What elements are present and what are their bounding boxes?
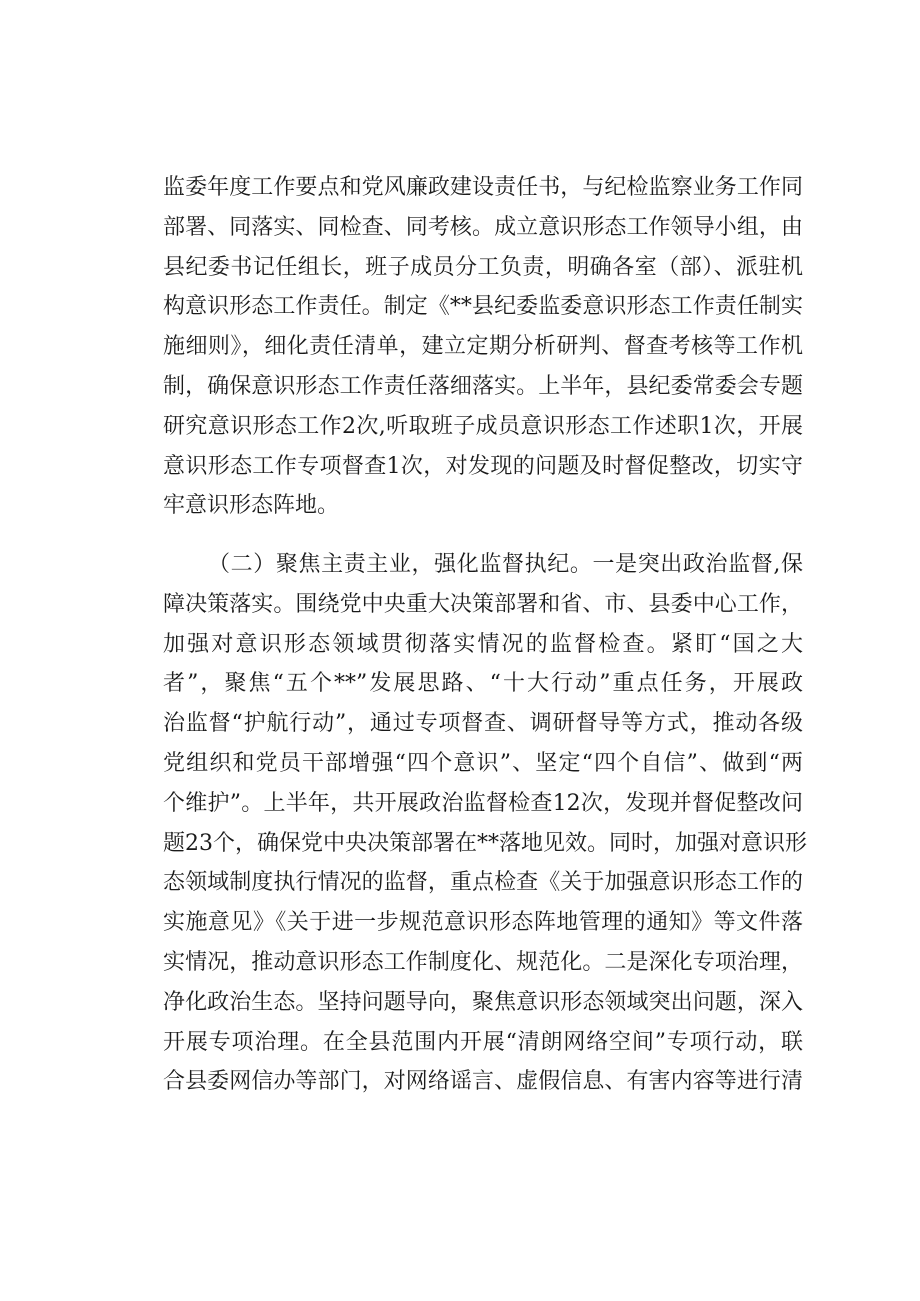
text-line: 治监督“护航行动”，通过专项督查、调研督导等方式，推动各级 — [163, 711, 803, 737]
text-line: 党组织和党员干部增强“四个意识”、坚定“四个自信”、做到“两 — [163, 750, 803, 776]
text-line: 施细则》，细化责任清单，建立定期分析研判、督查考核等工作机 — [163, 334, 803, 360]
text-line: 障决策落实。围绕党中央重大决策部署和省、市、县委中心工作， — [163, 591, 803, 617]
text-line: 态领域制度执行情况的监督，重点检查《关于加强意识形态工作的 — [163, 870, 803, 896]
text-line: 意识形态工作专项督查1次，对发现的问题及时督促整改，切实守 — [163, 453, 803, 479]
text-line: 个维护”。上半年，共开展政治监督检查12次，发现并督促整改问 — [163, 790, 803, 816]
text-line: 实情况，推动意识形态工作制度化、规范化。二是深化专项治理， — [163, 949, 803, 975]
paragraph-responsibility — [163, 168, 803, 526]
text-line: 题23个，确保党中央决策部署在**落地见效。同时，加强对意识形 — [163, 830, 807, 856]
text-line: 净化政治生态。坚持问题导向，聚焦意识形态领域突出问题，深入 — [163, 989, 803, 1015]
text-line: 研究意识形态工作2次,听取班子成员意识形态工作述职1次，开展 — [163, 413, 803, 439]
section-heading-line: （二）聚焦主责主业，强化监督执纪。一是突出政治监督,保 — [208, 552, 803, 577]
text-line: 开展专项治理。在全县范围内开展“清朗网络空间”专项行动，联 — [163, 1029, 803, 1055]
text-line: 实施意见》《关于进一步规范意识形态阵地管理的通知》等文件落 — [163, 910, 803, 936]
text-line: 合县委网信办等部门，对网络谣言、虚假信息、有害内容等进行清 — [163, 1069, 803, 1095]
text-line: 者”，聚焦“五个**”发展思路、“十大行动”重点任务，开展政 — [163, 671, 803, 697]
text-line: 构意识形态工作责任。制定《**县纪委监委意识形态工作责任制实 — [163, 294, 803, 320]
text-line: 部署、同落实、同检查、同考核。成立意识形态工作领导小组，由 — [163, 214, 803, 240]
text-line: 县纪委书记任组长，班子成员分工负责，明确各室（部）、派驻机 — [163, 254, 803, 280]
text-line: 加强对意识形态领域贯彻落实情况的监督检查。紧盯“国之大 — [163, 631, 803, 657]
paragraph-supervision — [163, 545, 807, 1102]
text-line: 牢意识形态阵地。 — [163, 493, 340, 519]
text-line: 制，确保意识形态工作责任落细落实。上半年，县纪委常委会专题 — [163, 373, 803, 399]
text-line: 监委年度工作要点和党风廉政建设责任书，与纪检监察业务工作同 — [163, 175, 803, 200]
